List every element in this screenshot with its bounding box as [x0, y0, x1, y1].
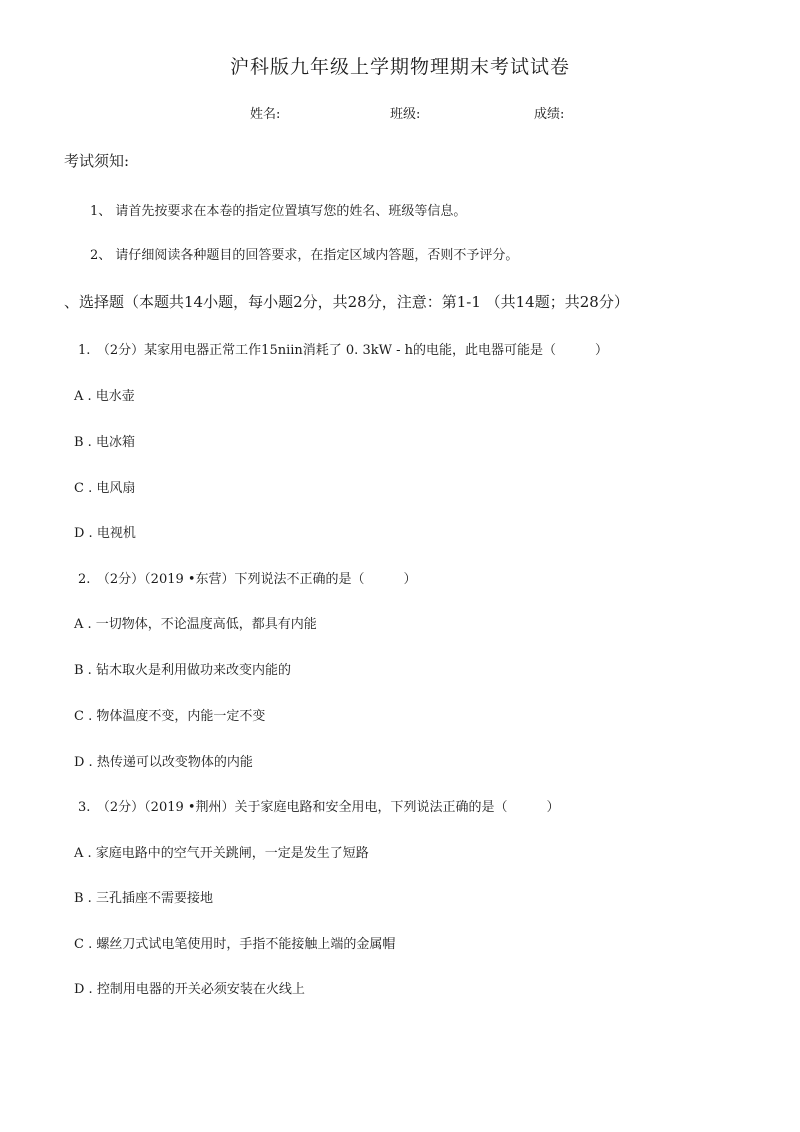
question-2-stem: 2. （2分）（2019 •东营）下列说法不正确的是（ ） — [78, 572, 417, 587]
question-1-option-b: B . 电冰箱 — [74, 435, 135, 450]
question-2-option-a: A . 一切物体，不论温度高低，都具有内能 — [74, 617, 317, 632]
name-label: 姓名: — [250, 107, 281, 122]
question-2-option-c: C . 物体温度不变，内能一定不变 — [74, 709, 266, 724]
notice-heading: 考试须知: — [64, 152, 130, 170]
class-label: 班级: — [390, 107, 421, 122]
question-3-option-c: C . 螺丝刀式试电笔使用时，手指不能接触上端的金属帽 — [74, 937, 396, 952]
exam-title: 沪科版九年级上学期物理期末考试试卷 — [229, 56, 570, 78]
notice-item-1: 1、 请首先按要求在本卷的指定位置填写您的姓名、班级等信息。 — [90, 204, 467, 219]
question-1-option-c: C . 电风扇 — [74, 481, 136, 496]
section-heading: 、选择题（本题共14小题，每小题2分，共28分，注意：第1-1 （共14题；共28分） — [64, 293, 629, 311]
question-2-option-b: B . 钻木取火是利用做功来改变内能的 — [74, 663, 291, 678]
score-label: 成绩: — [534, 107, 565, 122]
question-3-option-d: D . 控制用电器的开关必须安装在火线上 — [74, 982, 305, 997]
question-3-option-a: A . 家庭电路中的空气开关跳闸，一定是发生了短路 — [74, 846, 369, 861]
question-2-option-d: D . 热传递可以改变物体的内能 — [74, 755, 253, 770]
question-1-stem: 1. （2分）某家用电器正常工作15niin消耗了 0. 3kW - h的电能，此电器可能是（ ） — [78, 343, 608, 358]
question-1-option-d: D . 电视机 — [74, 526, 136, 541]
notice-item-2: 2、 请仔细阅读各种题目的回答要求，在指定区域内答题，否则不予评分。 — [90, 248, 519, 263]
question-1-option-a: A . 电水壶 — [74, 389, 135, 404]
question-3-stem: 3. （2分）（2019 •荆州）关于家庭电路和安全用电，下列说法正确的是（ ） — [78, 800, 560, 815]
question-3-option-b: B . 三孔插座不需要接地 — [74, 891, 213, 906]
